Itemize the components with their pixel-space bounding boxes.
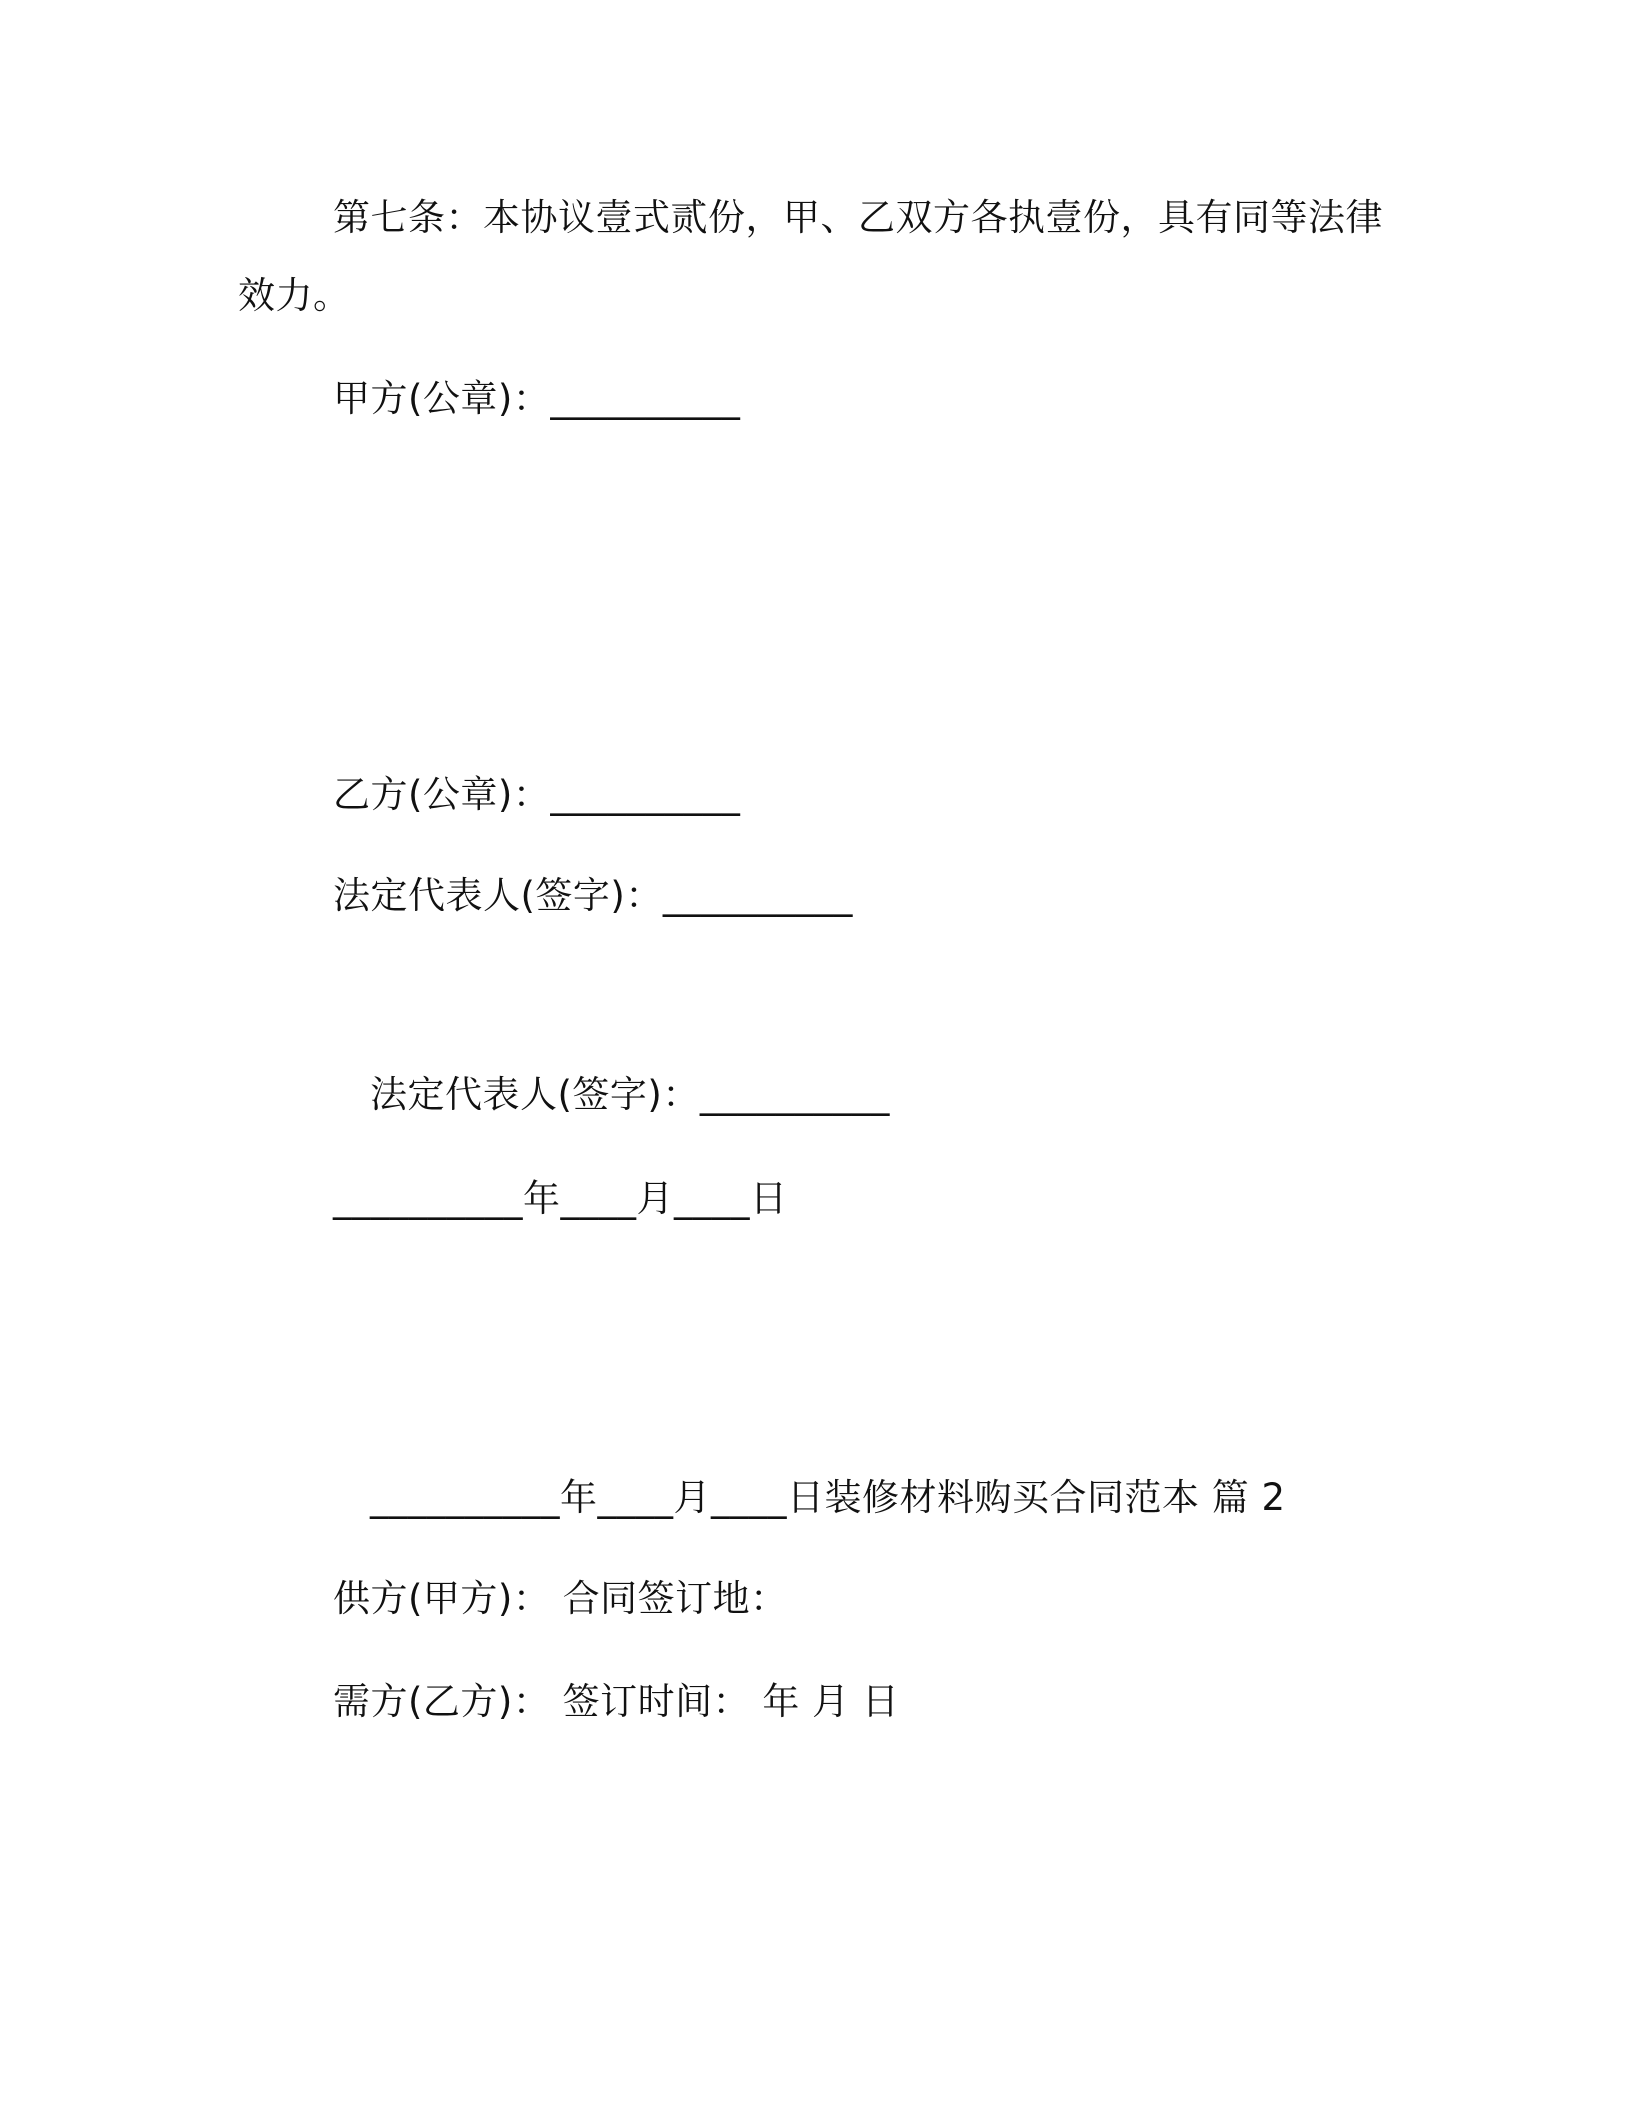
party-a-seal-field: 甲方(公章)：__________ xyxy=(333,377,741,420)
contract-2-title: __________年____月____日装修材料购买合同范本 篇 2 xyxy=(370,1476,1286,1519)
article-7-text-continued: 效力。 xyxy=(238,274,351,317)
legal-representative-signature-field: 法定代表人(签字)：__________ xyxy=(333,874,853,917)
supplier-line: 供方(甲方)： 合同签订地： xyxy=(333,1577,788,1620)
buyer-line: 需方(乙方)： 签订时间： 年 月 日 xyxy=(333,1680,900,1723)
legal-representative-signature-field-2: 法定代表人(签字)：__________ xyxy=(370,1073,890,1116)
party-b-seal-field: 乙方(公章)：__________ xyxy=(333,773,741,816)
signing-date-line: __________年____月____日 xyxy=(333,1177,788,1220)
article-7-text: 第七条：本协议壹式贰份，甲、乙双方各执壹份，具有同等法律 xyxy=(333,196,1383,239)
